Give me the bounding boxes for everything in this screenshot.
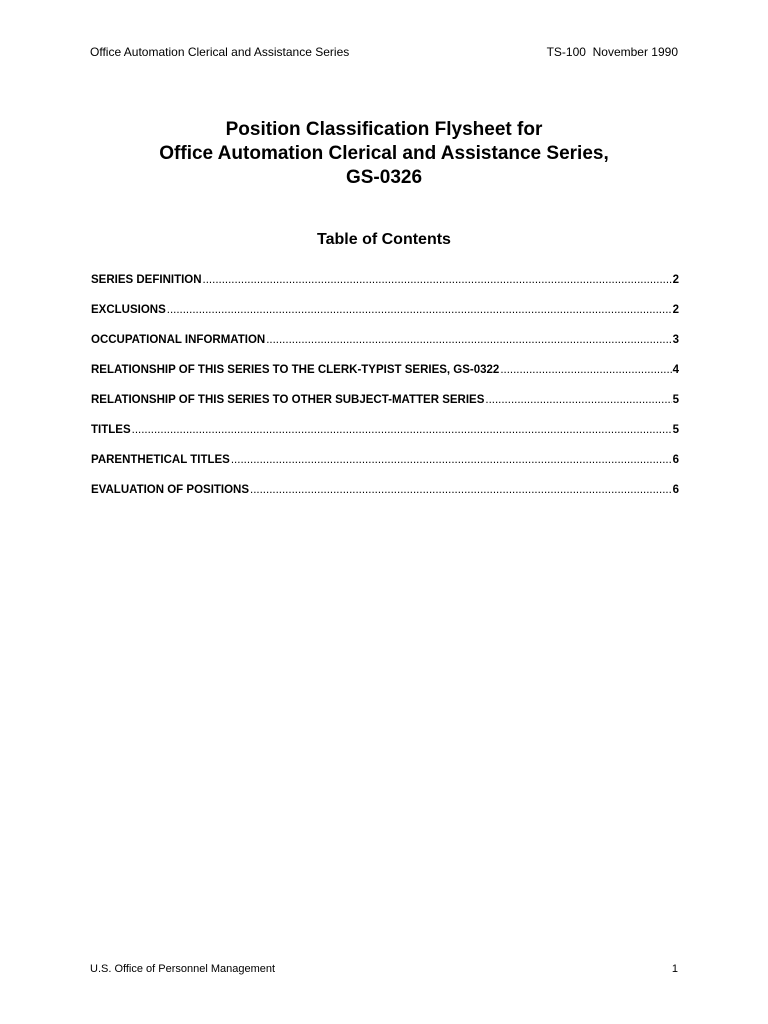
document-title [0,118,768,190]
toc-entry[interactable] [91,482,679,512]
toc-entry[interactable] [91,452,679,482]
toc-dot-leader [485,392,671,408]
toc-entry-page[interactable]: 2 [672,304,679,316]
toc-entry[interactable] [91,272,679,302]
toc-entry[interactable] [91,392,679,422]
toc-entry-label[interactable]: EVALUATION OF POSITIONS [91,484,250,496]
toc-dot-leader [203,272,672,288]
toc-entry[interactable] [91,302,679,332]
toc-heading: Table of Contents [317,231,451,248]
footer-organization: U.S. Office of Personnel Management [90,963,276,975]
title-line-1: Position Classification Flysheet for [225,119,543,140]
toc-dot-leader [250,482,672,498]
toc-entry[interactable] [91,422,679,452]
toc-entry-page[interactable]: 5 [672,394,679,406]
toc-entry-page[interactable]: 2 [672,274,679,286]
toc-entry-label[interactable]: OCCUPATIONAL INFORMATION [91,334,266,346]
toc-dot-leader [167,302,672,318]
toc-entry-label[interactable]: TITLES [91,424,131,436]
toc-dot-leader [500,362,671,378]
toc-entry-page[interactable]: 6 [672,484,679,496]
running-header-series: Office Automation Clerical and Assistance Series [90,45,350,59]
toc-entry-page[interactable]: 6 [672,454,679,466]
table-of-contents [91,272,679,512]
toc-entry-page[interactable]: 3 [672,334,679,346]
toc-entry-page[interactable]: 4 [672,364,679,376]
running-header-doc-ref: TS-100 November 1990 [546,45,678,59]
toc-dot-leader [132,422,672,438]
title-line-2: Office Automation Clerical and Assistance Series, [159,143,609,164]
toc-entry-label[interactable]: RELATIONSHIP OF THIS SERIES TO THE CLERK-TYPIST SERIES, GS-0322 [91,364,500,376]
title-line-3: GS-0326 [345,167,423,188]
footer-page-number: 1 [671,963,678,975]
toc-entry-label[interactable]: EXCLUSIONS [91,304,166,316]
toc-entry-page[interactable]: 5 [672,424,679,436]
toc-dot-leader [231,452,672,468]
toc-entry-label[interactable]: PARENTHETICAL TITLES [91,454,230,466]
toc-dot-leader [266,332,671,348]
toc-entry[interactable] [91,362,679,392]
toc-entry-label[interactable]: SERIES DEFINITION [91,274,202,286]
toc-entry[interactable] [91,332,679,362]
toc-entry-label[interactable]: RELATIONSHIP OF THIS SERIES TO OTHER SUBJECT-MATTER SERIES [91,394,485,406]
